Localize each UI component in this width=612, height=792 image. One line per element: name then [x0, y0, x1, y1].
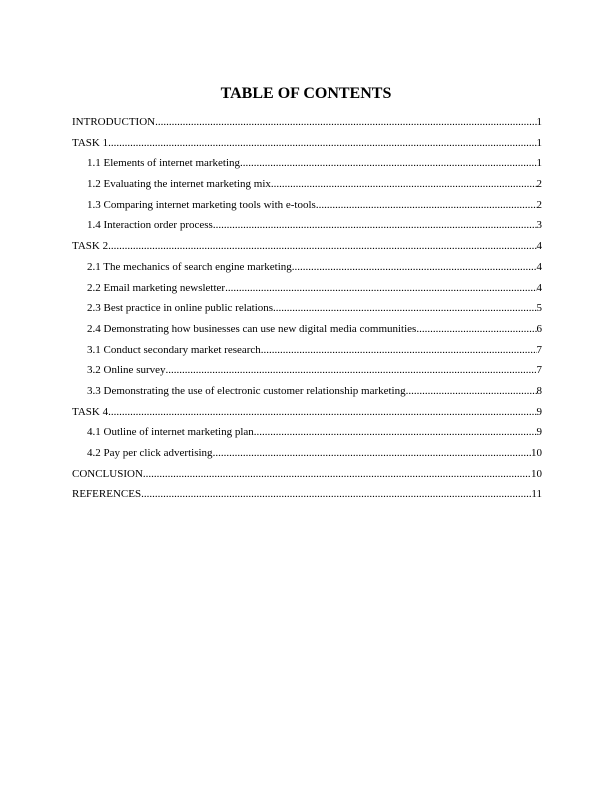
toc-entry-label: 2.4 Demonstrating how businesses can use new digital media communities: [87, 322, 417, 335]
toc-entry-page: 10: [531, 447, 542, 459]
toc-entry-label: CONCLUSION: [72, 467, 143, 480]
toc-entry-page: 10: [531, 467, 542, 480]
toc-dot-leader: [108, 137, 536, 150]
toc-entry-label: INTRODUCTION: [72, 116, 156, 128]
toc-entry-2-3[interactable]: [72, 302, 542, 315]
toc-entry-label: REFERENCES: [72, 488, 142, 501]
toc-title: TABLE OF CONTENTS: [220, 85, 392, 102]
toc-entry-2-2[interactable]: [72, 282, 542, 295]
toc-entry-label: 3.3 Demonstrating the use of electronic customer relationship marketing: [87, 384, 406, 397]
toc-entry-label: TASK 2: [72, 240, 109, 253]
toc-dot-leader: [213, 219, 537, 232]
toc-entry-label: 1.4 Interaction order process: [87, 219, 213, 232]
toc-dot-leader: [143, 468, 531, 481]
toc-dot-leader: [108, 240, 536, 253]
toc-entry-page: 9: [536, 426, 542, 439]
toc-entry-3-2[interactable]: [72, 364, 542, 377]
toc-entry-label: 1.2 Evaluating the internet marketing mix: [87, 178, 271, 191]
toc-dot-leader: [292, 261, 537, 274]
toc-entry-page: 7: [536, 343, 542, 356]
toc-entry-references[interactable]: [72, 488, 542, 501]
toc-entry-4-1[interactable]: [72, 426, 542, 439]
toc-dot-leader: [416, 323, 536, 336]
toc-entry-page: 1: [536, 157, 542, 170]
toc-dot-leader: [166, 364, 537, 377]
toc-entry-label: TASK 4: [72, 405, 109, 418]
toc-entry-page: 8: [536, 384, 542, 397]
toc-entry-3-3[interactable]: [72, 385, 542, 398]
toc-entry-task-4[interactable]: [72, 406, 542, 419]
toc-entry-label: 1.3 Comparing internet marketing tools with e-tools: [87, 198, 316, 211]
toc-dot-leader: [155, 116, 536, 129]
toc-entry-page: 1: [536, 116, 542, 128]
toc-entry-label: 3.1 Conduct secondary market research: [87, 343, 261, 356]
toc-list: [72, 116, 542, 509]
toc-entry-page: 7: [536, 364, 542, 377]
toc-entry-page: 4: [536, 260, 542, 273]
toc-dot-leader: [213, 447, 531, 460]
toc-entry-2-4[interactable]: [72, 323, 542, 336]
toc-entry-page: 3: [536, 219, 542, 232]
toc-entry-1-3[interactable]: [72, 199, 542, 212]
toc-entry-label: 1.1 Elements of internet marketing: [87, 157, 241, 170]
toc-entry-introduction[interactable]: [72, 116, 542, 129]
toc-dot-leader: [273, 302, 536, 315]
toc-entry-label: 4.1 Outline of internet marketing plan: [87, 426, 254, 439]
toc-entry-1-1[interactable]: [72, 157, 542, 170]
toc-dot-leader: [240, 157, 536, 170]
toc-entry-label: 4.2 Pay per click advertising: [87, 447, 213, 459]
toc-entry-page: 9: [536, 405, 542, 418]
toc-entry-task-2[interactable]: [72, 240, 542, 253]
toc-entry-page: 5: [536, 302, 542, 315]
toc-entry-1-4[interactable]: [72, 219, 542, 232]
toc-entry-task-1[interactable]: [72, 137, 542, 150]
toc-entry-4-2[interactable]: [72, 447, 542, 460]
toc-entry-label: 2.2 Email marketing newsletter: [87, 281, 226, 294]
toc-entry-label: 2.3 Best practice in online public relations: [87, 302, 274, 315]
toc-entry-page: 2: [536, 198, 542, 211]
toc-dot-leader: [225, 282, 536, 295]
toc-entry-page: 11: [531, 488, 542, 501]
toc-dot-leader: [261, 344, 537, 357]
toc-entry-2-1[interactable]: [72, 261, 542, 274]
toc-dot-leader: [108, 406, 536, 419]
toc-entry-page: 4: [536, 281, 542, 294]
toc-entry-1-2[interactable]: [72, 178, 542, 191]
toc-dot-leader: [254, 426, 537, 439]
toc-entry-page: 6: [536, 322, 542, 335]
toc-entry-page: 4: [536, 240, 542, 253]
toc-entry-conclusion[interactable]: [72, 468, 542, 481]
toc-entry-page: 2: [536, 178, 542, 191]
toc-dot-leader: [406, 385, 537, 398]
toc-entry-label: TASK 1: [72, 136, 109, 149]
toc-entry-3-1[interactable]: [72, 344, 542, 357]
toc-dot-leader: [316, 199, 537, 212]
toc-entry-label: 3.2 Online survey: [87, 364, 166, 377]
toc-dot-leader: [141, 488, 531, 501]
toc-entry-label: 2.1 The mechanics of search engine marketing: [87, 260, 292, 273]
toc-dot-leader: [271, 178, 537, 191]
toc-entry-page: 1: [536, 136, 542, 149]
